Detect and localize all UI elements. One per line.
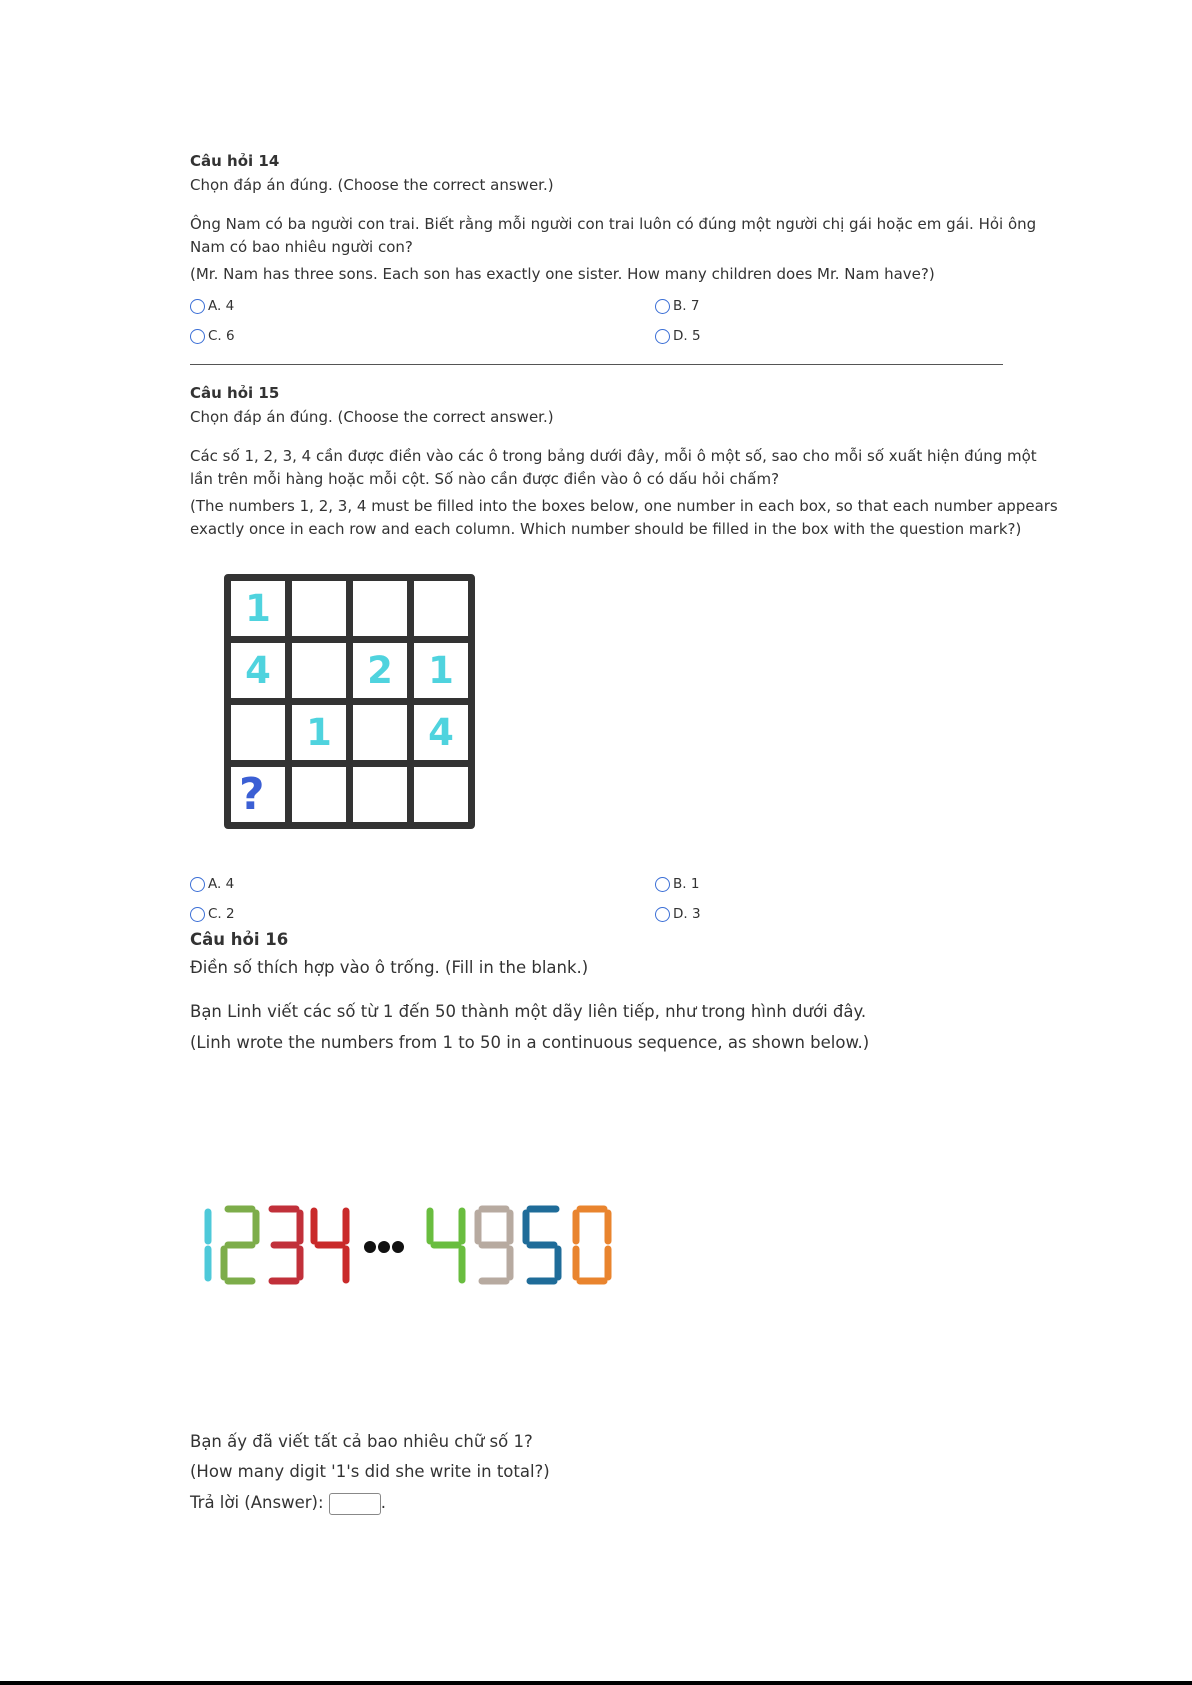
grid-cell (353, 581, 407, 636)
page-bottom-edge (0, 1681, 1192, 1685)
grid-cell (414, 767, 468, 822)
q16-answer-row (190, 1488, 386, 1518)
q16-text-vi: Bạn Linh viết các số từ 1 đến 50 thành một dãy liên tiếp, như trong hình dưới đây. (190, 1002, 867, 1021)
q15-title: Câu hỏi 15 (190, 384, 280, 402)
digit-4-glyph (314, 1211, 346, 1280)
q16-title: Câu hỏi 16 (190, 930, 289, 949)
q16-text-en: (Linh wrote the numbers from 1 to 50 in a continuous sequence, as shown below.) (190, 1033, 870, 1052)
grid-cell: 4 (414, 705, 468, 760)
digit-3-glyph (272, 1209, 300, 1281)
q15-text-en-2: exactly once in each row and each column. Which number should be filled in the box with the question mark?) (190, 520, 1022, 538)
digit-9-glyph (478, 1209, 510, 1281)
q14-option-d-label: D. 5 (673, 328, 701, 344)
q14-option-c-label: C. 6 (208, 328, 235, 344)
digit-0-glyph (576, 1209, 608, 1281)
q15-option-a-label: A. 4 (208, 876, 235, 892)
q14-title: Câu hỏi 14 (190, 152, 280, 170)
grid-cell: 1 (292, 705, 346, 760)
radio-icon[interactable] (655, 299, 670, 314)
grid-cell: 2 (353, 643, 407, 698)
q14-option-b[interactable] (655, 296, 699, 316)
radio-icon[interactable] (190, 907, 205, 922)
q15-option-c-label: C. 2 (208, 906, 235, 922)
q14-option-a-label: A. 4 (208, 298, 235, 314)
grid-cell: 1 (231, 581, 285, 636)
q15-option-c[interactable] (190, 904, 235, 924)
grid-cell (292, 581, 346, 636)
grid-cell (292, 643, 346, 698)
q14-option-b-label: B. 7 (673, 298, 700, 314)
q15-text-vi-2: lần trên mỗi hàng hoặc mỗi cột. Số nào cần được điền vào ô có dấu hỏi chấm? (190, 470, 780, 488)
radio-icon[interactable] (190, 877, 205, 892)
q14-option-c[interactable] (190, 326, 235, 346)
grid-cell (231, 705, 285, 760)
q14-text-en: (Mr. Nam has three sons. Each son has exactly one sister. How many children does Mr. Nam have?) (190, 265, 935, 283)
grid-cell (353, 705, 407, 760)
q15-option-b-label: B. 1 (673, 876, 700, 892)
digit-sequence-image (190, 1200, 630, 1290)
grid-cell (414, 581, 468, 636)
q14-instruction: Chọn đáp án đúng. (Choose the correct answer.) (190, 176, 554, 194)
radio-icon[interactable] (655, 877, 670, 892)
radio-icon[interactable] (655, 907, 670, 922)
q15-text-vi-1: Các số 1, 2, 3, 4 cần được điền vào các ô trong bảng dưới đây, mỗi ô một số, sao cho mỗi số xuất hiện đúng một (190, 447, 1037, 465)
ellipsis-dots (364, 1241, 404, 1253)
q15-instruction: Chọn đáp án đúng. (Choose the correct answer.) (190, 408, 554, 426)
grid-cell: 1 (414, 643, 468, 698)
q15-text-en-1: (The numbers 1, 2, 3, 4 must be filled into the boxes below, one number in each box, so that each number appears (190, 497, 1058, 515)
q14-text-vi-2: Nam có bao nhiêu người con? (190, 238, 413, 256)
answer-label: Trả lời (Answer): (190, 1493, 324, 1512)
digit-4-glyph (430, 1211, 462, 1280)
radio-icon[interactable] (655, 329, 670, 344)
grid-cell (353, 767, 407, 822)
latin-square-grid (224, 574, 475, 829)
q15-option-a[interactable] (190, 874, 234, 894)
q14-option-d[interactable] (655, 326, 701, 346)
answer-period: . (380, 1493, 387, 1512)
digit-2-glyph (224, 1209, 256, 1281)
q14-text-vi-1: Ông Nam có ba người con trai. Biết rằng mỗi người con trai luôn có đúng một người chị gái hoặc em gái. Hỏi ông (190, 215, 1037, 233)
question-mark-cell: ? (231, 767, 285, 822)
digit-5-glyph (526, 1209, 558, 1281)
q16-question-vi: Bạn ấy đã viết tất cả bao nhiêu chữ số 1? (190, 1432, 533, 1451)
q15-option-d[interactable] (655, 904, 701, 924)
grid-cell: 4 (231, 643, 285, 698)
answer-input[interactable] (329, 1493, 381, 1515)
section-divider (190, 364, 1003, 365)
q16-instruction: Điền số thích hợp vào ô trống. (Fill in the blank.) (190, 958, 589, 977)
q14-option-a[interactable] (190, 296, 234, 316)
grid-cell (292, 767, 346, 822)
radio-icon[interactable] (190, 299, 205, 314)
radio-icon[interactable] (190, 329, 205, 344)
q15-option-b[interactable] (655, 874, 699, 894)
q15-option-d-label: D. 3 (673, 906, 701, 922)
q16-question-en: (How many digit '1's did she write in total?) (190, 1462, 550, 1481)
